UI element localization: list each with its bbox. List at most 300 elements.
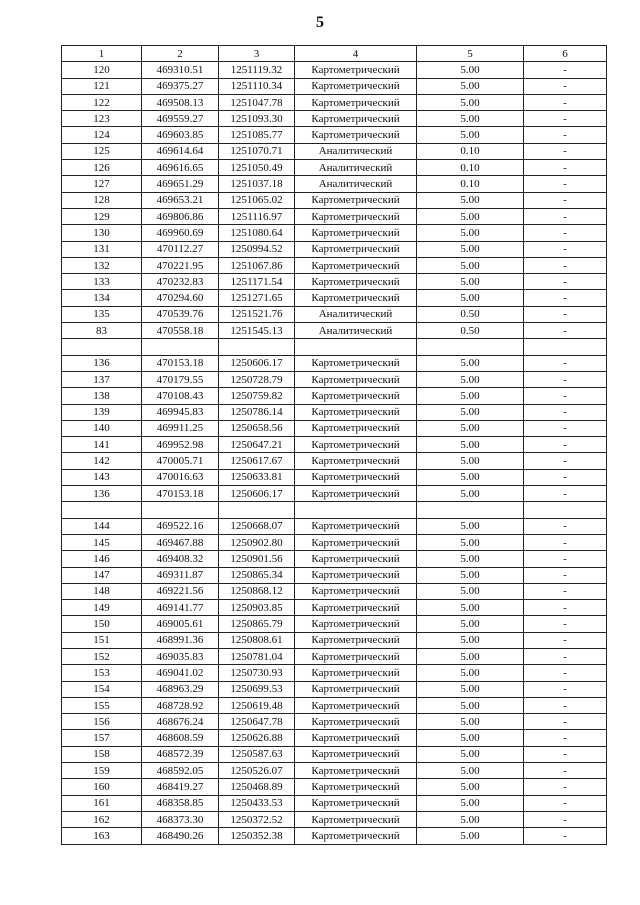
table-cell: Аналитический <box>295 323 417 339</box>
table-row <box>62 746 607 762</box>
table-row <box>62 714 607 730</box>
table-cell: 5.00 <box>417 388 524 404</box>
table-cell: 5.00 <box>417 534 524 550</box>
table-cell <box>417 502 524 518</box>
table-cell: - <box>524 160 607 176</box>
table-cell: 123 <box>62 111 142 127</box>
table-cell: 5.00 <box>417 616 524 632</box>
table-cell: 1250865.79 <box>219 616 295 632</box>
table-cell: 469806.86 <box>142 208 219 224</box>
table-row <box>62 453 607 469</box>
table-cell: 1250865.34 <box>219 567 295 583</box>
table-cell: Картометрический <box>295 779 417 795</box>
table-cell: 125 <box>62 143 142 159</box>
table-cell: 1250619.48 <box>219 697 295 713</box>
table-cell: 158 <box>62 746 142 762</box>
table-cell: 0.10 <box>417 176 524 192</box>
table-cell: 5.00 <box>417 257 524 273</box>
column-header: 2 <box>142 46 219 62</box>
table-row <box>62 208 607 224</box>
table-cell: Картометрический <box>295 681 417 697</box>
table-cell: 157 <box>62 730 142 746</box>
table-cell: 120 <box>62 62 142 78</box>
table-cell: 1250606.17 <box>219 355 295 371</box>
table-row <box>62 192 607 208</box>
table-row <box>62 779 607 795</box>
table-cell: - <box>524 355 607 371</box>
table-cell: 134 <box>62 290 142 306</box>
table-row <box>62 355 607 371</box>
table-cell: 1250626.88 <box>219 730 295 746</box>
table-cell: Картометрический <box>295 420 417 436</box>
table-cell: 469952.98 <box>142 437 219 453</box>
table-cell: 0.50 <box>417 306 524 322</box>
table-cell: 1250658.56 <box>219 420 295 436</box>
table-cell: 468373.30 <box>142 811 219 827</box>
table-body <box>62 62 607 844</box>
table-cell: 5.00 <box>417 192 524 208</box>
table-cell: Картометрический <box>295 225 417 241</box>
table-cell: 1251093.30 <box>219 111 295 127</box>
table-cell: 136 <box>62 486 142 502</box>
table-cell: Картометрический <box>295 78 417 94</box>
table-cell: - <box>524 763 607 779</box>
table-row <box>62 632 607 648</box>
table-cell: 1250468.89 <box>219 779 295 795</box>
table-cell: 470558.18 <box>142 323 219 339</box>
table-cell: 470005.71 <box>142 453 219 469</box>
table-cell: - <box>524 518 607 534</box>
table-cell: Аналитический <box>295 176 417 192</box>
table-cell: 138 <box>62 388 142 404</box>
table-cell: 469614.64 <box>142 143 219 159</box>
table-cell: 470232.83 <box>142 274 219 290</box>
table-cell: 5.00 <box>417 828 524 844</box>
table-row <box>62 763 607 779</box>
table-row <box>62 828 607 844</box>
table-cell: 470294.60 <box>142 290 219 306</box>
table-cell: - <box>524 388 607 404</box>
table-cell: - <box>524 779 607 795</box>
table-cell: 5.00 <box>417 648 524 664</box>
table-cell: 156 <box>62 714 142 730</box>
table-cell: Картометрический <box>295 486 417 502</box>
table-cell: 143 <box>62 469 142 485</box>
table-cell: 1251119.32 <box>219 62 295 78</box>
table-cell: 5.00 <box>417 697 524 713</box>
table-row <box>62 225 607 241</box>
table-cell: Картометрический <box>295 632 417 648</box>
table-cell: - <box>524 665 607 681</box>
table-cell: - <box>524 567 607 583</box>
table-cell: 5.00 <box>417 486 524 502</box>
column-header: 1 <box>62 46 142 62</box>
table-cell: 161 <box>62 795 142 811</box>
table-cell: 5.00 <box>417 94 524 110</box>
table-cell: 140 <box>62 420 142 436</box>
table-cell: - <box>524 111 607 127</box>
table-cell: - <box>524 143 607 159</box>
table-cell: 131 <box>62 241 142 257</box>
table-row <box>62 616 607 632</box>
table-cell: 1251070.71 <box>219 143 295 159</box>
table-cell: - <box>524 290 607 306</box>
table-cell: 150 <box>62 616 142 632</box>
table-cell: 1251271.65 <box>219 290 295 306</box>
table-cell: 122 <box>62 94 142 110</box>
table-cell <box>219 339 295 355</box>
table-cell: 5.00 <box>417 779 524 795</box>
table-cell: - <box>524 648 607 664</box>
table-cell: 468963.29 <box>142 681 219 697</box>
table-cell: 1251521.76 <box>219 306 295 322</box>
table-cell: Картометрический <box>295 551 417 567</box>
table-cell <box>524 502 607 518</box>
table-cell: Картометрический <box>295 697 417 713</box>
table-cell: 145 <box>62 534 142 550</box>
table-cell: 124 <box>62 127 142 143</box>
table-row <box>62 127 607 143</box>
table-cell: 141 <box>62 437 142 453</box>
table-cell: 5.00 <box>417 371 524 387</box>
table-row <box>62 486 607 502</box>
table-cell: 469408.32 <box>142 551 219 567</box>
coordinates-table <box>61 45 607 845</box>
table-cell: 1251110.34 <box>219 78 295 94</box>
table-cell: 149 <box>62 600 142 616</box>
table-cell: 1251050.49 <box>219 160 295 176</box>
table-row <box>62 160 607 176</box>
table-cell: - <box>524 730 607 746</box>
table-cell: 469467.88 <box>142 534 219 550</box>
table-cell: 5.00 <box>417 225 524 241</box>
table-cell: 468592.05 <box>142 763 219 779</box>
table-cell: 470153.18 <box>142 486 219 502</box>
table-cell: 135 <box>62 306 142 322</box>
table-cell: 5.00 <box>417 453 524 469</box>
table-cell: 469035.83 <box>142 648 219 664</box>
table-cell: 1250647.78 <box>219 714 295 730</box>
table-cell: 469141.77 <box>142 600 219 616</box>
table-cell: 469041.02 <box>142 665 219 681</box>
table-cell: Картометрический <box>295 290 417 306</box>
table-cell: 5.00 <box>417 746 524 762</box>
table-cell: 1251067.86 <box>219 257 295 273</box>
table-cell: 1250699.53 <box>219 681 295 697</box>
page-number: 5 <box>316 14 324 31</box>
table-cell: 148 <box>62 583 142 599</box>
table-cell: 146 <box>62 551 142 567</box>
table-cell: 5.00 <box>417 681 524 697</box>
table-cell: - <box>524 127 607 143</box>
table-cell: - <box>524 828 607 844</box>
table-cell: Картометрический <box>295 371 417 387</box>
table-cell: Аналитический <box>295 143 417 159</box>
table-cell: Картометрический <box>295 257 417 273</box>
table-cell <box>295 502 417 518</box>
table-row <box>62 534 607 550</box>
table-cell: Картометрический <box>295 567 417 583</box>
table-cell: 469221.56 <box>142 583 219 599</box>
table-cell: 162 <box>62 811 142 827</box>
table-cell: - <box>524 616 607 632</box>
table-cell: Картометрический <box>295 355 417 371</box>
table-row <box>62 94 607 110</box>
table-cell: 468419.27 <box>142 779 219 795</box>
table-cell: Картометрический <box>295 746 417 762</box>
table-cell: 1250786.14 <box>219 404 295 420</box>
table-cell: 1250633.81 <box>219 469 295 485</box>
table-cell: 5.00 <box>417 78 524 94</box>
table-cell: 0.50 <box>417 323 524 339</box>
table-row <box>62 388 607 404</box>
table-cell: Картометрический <box>295 453 417 469</box>
table-cell: 469651.29 <box>142 176 219 192</box>
table-row <box>62 665 607 681</box>
table-cell: 5.00 <box>417 437 524 453</box>
table-cell: 469616.65 <box>142 160 219 176</box>
table-row <box>62 143 607 159</box>
table-cell: - <box>524 192 607 208</box>
table-cell: 1251545.13 <box>219 323 295 339</box>
table-cell: Картометрический <box>295 811 417 827</box>
table-cell: 469311.87 <box>142 567 219 583</box>
table-cell: - <box>524 583 607 599</box>
table-cell: 1250617.67 <box>219 453 295 469</box>
table-cell: 5.00 <box>417 208 524 224</box>
table-cell: 1251037.18 <box>219 176 295 192</box>
table-cell: 5.00 <box>417 274 524 290</box>
table-cell: 469005.61 <box>142 616 219 632</box>
table-row <box>62 176 607 192</box>
table-cell: 469911.25 <box>142 420 219 436</box>
table-cell: 126 <box>62 160 142 176</box>
table-row <box>62 78 607 94</box>
table-cell: Картометрический <box>295 763 417 779</box>
table-cell: Картометрический <box>295 192 417 208</box>
table-cell: - <box>524 534 607 550</box>
table-row <box>62 274 607 290</box>
table-cell: - <box>524 371 607 387</box>
table-cell: 147 <box>62 567 142 583</box>
table-cell: 1250372.52 <box>219 811 295 827</box>
table-cell: 5.00 <box>417 714 524 730</box>
table-cell: Аналитический <box>295 160 417 176</box>
table-cell: 1250808.61 <box>219 632 295 648</box>
table-cell: - <box>524 404 607 420</box>
table-row <box>62 811 607 827</box>
table-cell: 1250901.56 <box>219 551 295 567</box>
table-cell: 469522.16 <box>142 518 219 534</box>
table-cell: - <box>524 94 607 110</box>
table-cell: 5.00 <box>417 241 524 257</box>
table-cell <box>295 339 417 355</box>
table-cell: 470112.27 <box>142 241 219 257</box>
table-row <box>62 502 607 518</box>
table-header-row <box>62 46 607 62</box>
table-cell: 470153.18 <box>142 355 219 371</box>
table-cell: 128 <box>62 192 142 208</box>
table-cell: 5.00 <box>417 355 524 371</box>
table-cell: Картометрический <box>295 208 417 224</box>
table-cell <box>62 339 142 355</box>
table-cell: - <box>524 274 607 290</box>
table-cell: 1250647.21 <box>219 437 295 453</box>
table-row <box>62 339 607 355</box>
table-row <box>62 648 607 664</box>
table-cell: 160 <box>62 779 142 795</box>
table-cell: 130 <box>62 225 142 241</box>
table-cell: - <box>524 420 607 436</box>
table-cell: 152 <box>62 648 142 664</box>
table-cell: - <box>524 486 607 502</box>
table-cell: 5.00 <box>417 811 524 827</box>
table-cell: 5.00 <box>417 730 524 746</box>
table-row <box>62 600 607 616</box>
table-cell: 470221.95 <box>142 257 219 273</box>
table-cell: 1250433.53 <box>219 795 295 811</box>
table-cell: 144 <box>62 518 142 534</box>
table-row <box>62 241 607 257</box>
table-cell: 5.00 <box>417 665 524 681</box>
table-cell: - <box>524 746 607 762</box>
table-row <box>62 551 607 567</box>
table-cell: 132 <box>62 257 142 273</box>
table-cell: 470108.43 <box>142 388 219 404</box>
table-cell: 1250587.63 <box>219 746 295 762</box>
table-cell: 469960.69 <box>142 225 219 241</box>
table-cell: 0.10 <box>417 143 524 159</box>
table-row <box>62 469 607 485</box>
table-cell: 468991.36 <box>142 632 219 648</box>
table-cell <box>524 339 607 355</box>
table-cell: 468728.92 <box>142 697 219 713</box>
table-row <box>62 323 607 339</box>
table-cell: 1251065.02 <box>219 192 295 208</box>
table-cell: Картометрический <box>295 127 417 143</box>
table-cell: - <box>524 241 607 257</box>
table-cell: Картометрический <box>295 62 417 78</box>
table-cell: - <box>524 795 607 811</box>
table-cell <box>142 339 219 355</box>
table-row <box>62 306 607 322</box>
table-row <box>62 795 607 811</box>
table-cell: 1251171.54 <box>219 274 295 290</box>
table-cell: 469653.21 <box>142 192 219 208</box>
table-row <box>62 437 607 453</box>
table-cell: 468572.39 <box>142 746 219 762</box>
column-header: 5 <box>417 46 524 62</box>
table-row <box>62 567 607 583</box>
table-cell: - <box>524 551 607 567</box>
table-cell: 5.00 <box>417 111 524 127</box>
table-cell: 5.00 <box>417 583 524 599</box>
table-cell: - <box>524 208 607 224</box>
table-cell: Картометрический <box>295 600 417 616</box>
table-row <box>62 290 607 306</box>
table-cell: 5.00 <box>417 763 524 779</box>
table-cell: 127 <box>62 176 142 192</box>
table-cell: - <box>524 176 607 192</box>
table-cell: 159 <box>62 763 142 779</box>
table-cell: 470179.55 <box>142 371 219 387</box>
table-cell: 5.00 <box>417 600 524 616</box>
table-cell: - <box>524 323 607 339</box>
table-cell: - <box>524 437 607 453</box>
table-cell: 1250903.85 <box>219 600 295 616</box>
table-cell: 5.00 <box>417 567 524 583</box>
table-cell: Картометрический <box>295 730 417 746</box>
table-row <box>62 257 607 273</box>
table-row <box>62 404 607 420</box>
table-cell: 163 <box>62 828 142 844</box>
table-cell: - <box>524 600 607 616</box>
table-cell: 154 <box>62 681 142 697</box>
table-cell: 5.00 <box>417 127 524 143</box>
table-cell: 1251116.97 <box>219 208 295 224</box>
table-cell: 139 <box>62 404 142 420</box>
table-cell: 469310.51 <box>142 62 219 78</box>
table-cell: 0.10 <box>417 160 524 176</box>
table-cell: Картометрический <box>295 388 417 404</box>
table-row <box>62 111 607 127</box>
table-cell <box>142 502 219 518</box>
table-cell: 469375.27 <box>142 78 219 94</box>
table-cell: 469603.85 <box>142 127 219 143</box>
table-cell: - <box>524 225 607 241</box>
table-cell: 1250759.82 <box>219 388 295 404</box>
table-cell: 5.00 <box>417 795 524 811</box>
table-cell: 1250526.07 <box>219 763 295 779</box>
table-row <box>62 697 607 713</box>
table-cell: 153 <box>62 665 142 681</box>
table-cell: 83 <box>62 323 142 339</box>
table-cell: Картометрический <box>295 714 417 730</box>
table-cell: Картометрический <box>295 111 417 127</box>
table-cell: 1250730.93 <box>219 665 295 681</box>
table-cell: Картометрический <box>295 437 417 453</box>
table-cell: Картометрический <box>295 241 417 257</box>
table-cell: 151 <box>62 632 142 648</box>
table-cell: Картометрический <box>295 665 417 681</box>
table-cell: 129 <box>62 208 142 224</box>
table-row <box>62 681 607 697</box>
table-cell: - <box>524 697 607 713</box>
table-cell: 469559.27 <box>142 111 219 127</box>
table-cell <box>417 339 524 355</box>
column-header: 3 <box>219 46 295 62</box>
table-cell: 142 <box>62 453 142 469</box>
table-cell: 1250781.04 <box>219 648 295 664</box>
table-cell: 121 <box>62 78 142 94</box>
table-cell: - <box>524 811 607 827</box>
table-cell: 5.00 <box>417 404 524 420</box>
table-cell: 5.00 <box>417 62 524 78</box>
table-row <box>62 420 607 436</box>
table-cell: - <box>524 681 607 697</box>
table-cell: Картометрический <box>295 94 417 110</box>
table-cell: - <box>524 632 607 648</box>
table-cell: 468490.26 <box>142 828 219 844</box>
table-row <box>62 583 607 599</box>
table-cell: - <box>524 714 607 730</box>
table-cell: 1251047.78 <box>219 94 295 110</box>
table-row <box>62 62 607 78</box>
table-cell: - <box>524 257 607 273</box>
table-cell: 470539.76 <box>142 306 219 322</box>
table-cell: 1250728.79 <box>219 371 295 387</box>
table-row <box>62 730 607 746</box>
